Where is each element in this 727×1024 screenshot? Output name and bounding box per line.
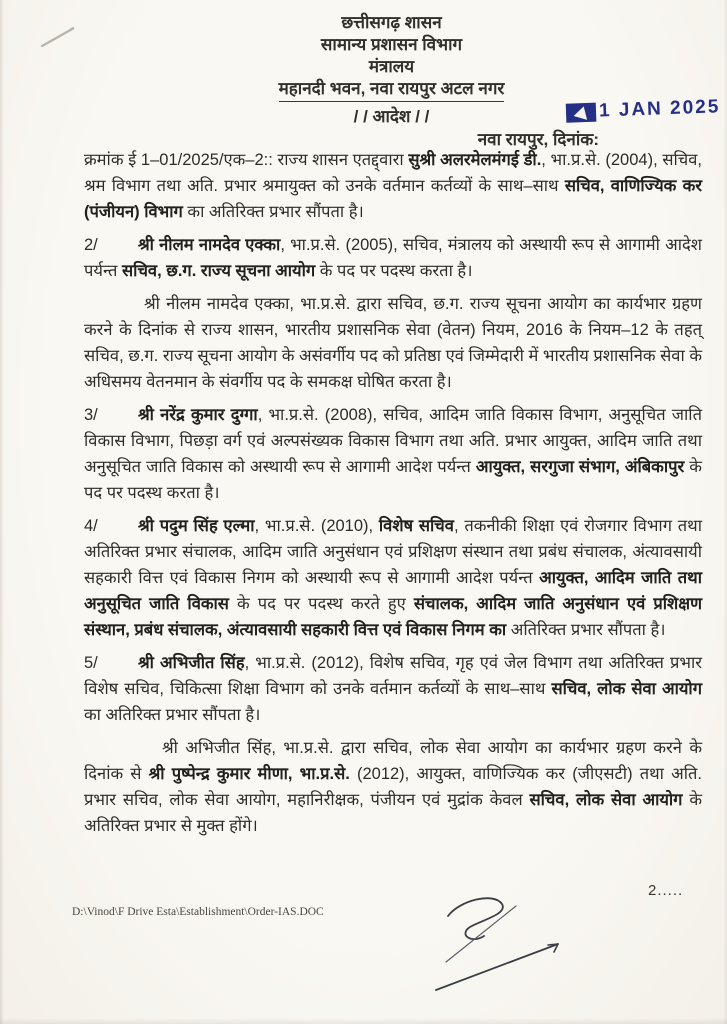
stamp-date-text: 1 JAN 2025	[598, 96, 721, 122]
signature	[418, 884, 588, 1004]
para-number: 4/	[84, 517, 98, 535]
paragraph-5-continuation: श्री अभिजीत सिंह, भा.प्र.से. द्वारा सचिव, लोक सेवा आयोग का कार्यभार ग्रहण करने के दिनांक से श्री पुष्पेन्द्र कुमार मीणा, भा.प्र.से. (2012), आयुक्त, वाणिज्यिक कर (जीएसटी) तथा अति. प्रभार सचिव, लोक सेवा आयोग, महानिरीक्षक, पंजीयन एवं मुद्रांक केवल सचिव, लोक सेवा आयोग के अतिरिक्त प्रभार से मुक्त होंगे।	[84, 739, 702, 835]
letterhead	[0, 12, 727, 102]
page-continuation-marker: 2.....	[648, 882, 684, 899]
place-date-line: नवा रायपुर, दिनांक:	[477, 130, 599, 149]
paragraph-4: 4/ श्री पदुम सिंह एल्मा, भा.प्र.से. (2010), विशेष सचिव, तकनीकी शिक्षा एवं रोजगार विभाग तथा अतिरिक्त प्रभार संचालक, आदिम जाति अनुसंधान एवं प्रशिक्षण संस्थान तथा प्रबंध संचालक, अंत्यावसायी सहकारी वित्त एवं विकास निगम को अस्थायी रूप से आगामी आदेश पर्यन्त आयुक्त, आदिम जाति तथा अनुसूचित जाति विकास के पद पर पदस्थ करते हुए संचालक, आदिम जाति अनुसंधान एवं प्रशिक्षण संस्थान, प्रबंध संचालक, अंत्यावसायी सहकारी वित्त एवं विकास निगम का अतिरिक्त प्रभार सौंपता है।	[84, 513, 702, 643]
paragraph-2-continuation: श्री नीलम नामदेव एक्का, भा.प्र.से. द्वारा सचिव, छ.ग. राज्य सूचना आयोग का कार्यभार ग्रहण करने के दिनांक से राज्य शासन, भारतीय प्रशासनिक सेवा (वेतन) नियम, 2016 के नियम–12 के तहत् सचिव, छ.ग. राज्य सूचना आयोग के असंवर्गीय पद को प्रतिष्ठा एवं जिम्मेदारी में भारतीय प्रशासनिक सेवा के अधिसमय वेतनमान के संवर्गीय पद के समकक्ष घोषित करता है।	[84, 295, 702, 391]
document-file-path: D:\Vinod\F Drive Esta\Establishment\Order-IAS.DOC	[72, 906, 324, 918]
para-number: 5/	[84, 654, 98, 672]
order-title: / / आदेश / /	[353, 107, 430, 126]
address-line: महानदी भवन, नवा रायपुर अटल नगर	[279, 78, 505, 102]
para-number: 3/	[84, 406, 98, 424]
department-name: सामान्य प्रशासन विभाग	[320, 35, 463, 54]
govt-name: छत्तीसगढ़ शासन	[341, 13, 442, 32]
paragraph-3: 3/ श्री नरेंद्र कुमार दुग्गा, भा.प्र.से. (2008), सचिव, आदिम जाति विकास विभाग, अनुसूचित जाति विकास विभाग, पिछड़ा वर्ग एवं अल्पसंख्यक विकास विभाग तथा अति. प्रभार आयुक्त, आदिम जाति तथा अनुसूचित जाति विकास को अस्थायी रूप से आगामी आदेश पर्यन्त आयुक्त, सरगुजा संभाग, अंबिकापुर के पद पर पदस्थ करता है।	[84, 402, 702, 506]
para-number: 2/	[84, 236, 98, 254]
paragraph-1: क्रमांक ई 1–01/2025/एक–2:: राज्य शासन एतद्द्वारा सुश्री अलरमेलमंगई डी., भा.प्र.से. (2004), सचिव, श्रम विभाग तथा अति. प्रभार श्रमायुक्त को उनके वर्तमान कर्तव्यों के साथ–साथ सचिव, वाणिज्यिक कर (पंजीयन) विभाग का अतिरिक्त प्रभार सौंपता है।	[84, 151, 702, 221]
ministry-line: मंत्रालय	[368, 57, 415, 76]
paragraph-2: 2/ श्री नीलम नामदेव एक्का, भा.प्र.से. (2005), सचिव, मंत्रालय को अस्थायी रूप से आगामी आदेश पर्यन्त सचिव, छ.ग. राज्य सूचना आयोग के पद पर पदस्थ करता है।	[84, 232, 702, 284]
order-body	[84, 147, 702, 846]
ink-blob	[566, 102, 597, 122]
paragraph-5: 5/ श्री अभिजीत सिंह, भा.प्र.से. (2012), विशेष सचिव, गृह एवं जेल विभाग तथा अतिरिक्त प्रभार विशेष सचिव, चिकित्सा शिक्षा विभाग को उनके वर्तमान कर्तव्यों के साथ–साथ सचिव, लोक सेवा आयोग का अतिरिक्त प्रभार सौंपता है।	[84, 650, 702, 728]
